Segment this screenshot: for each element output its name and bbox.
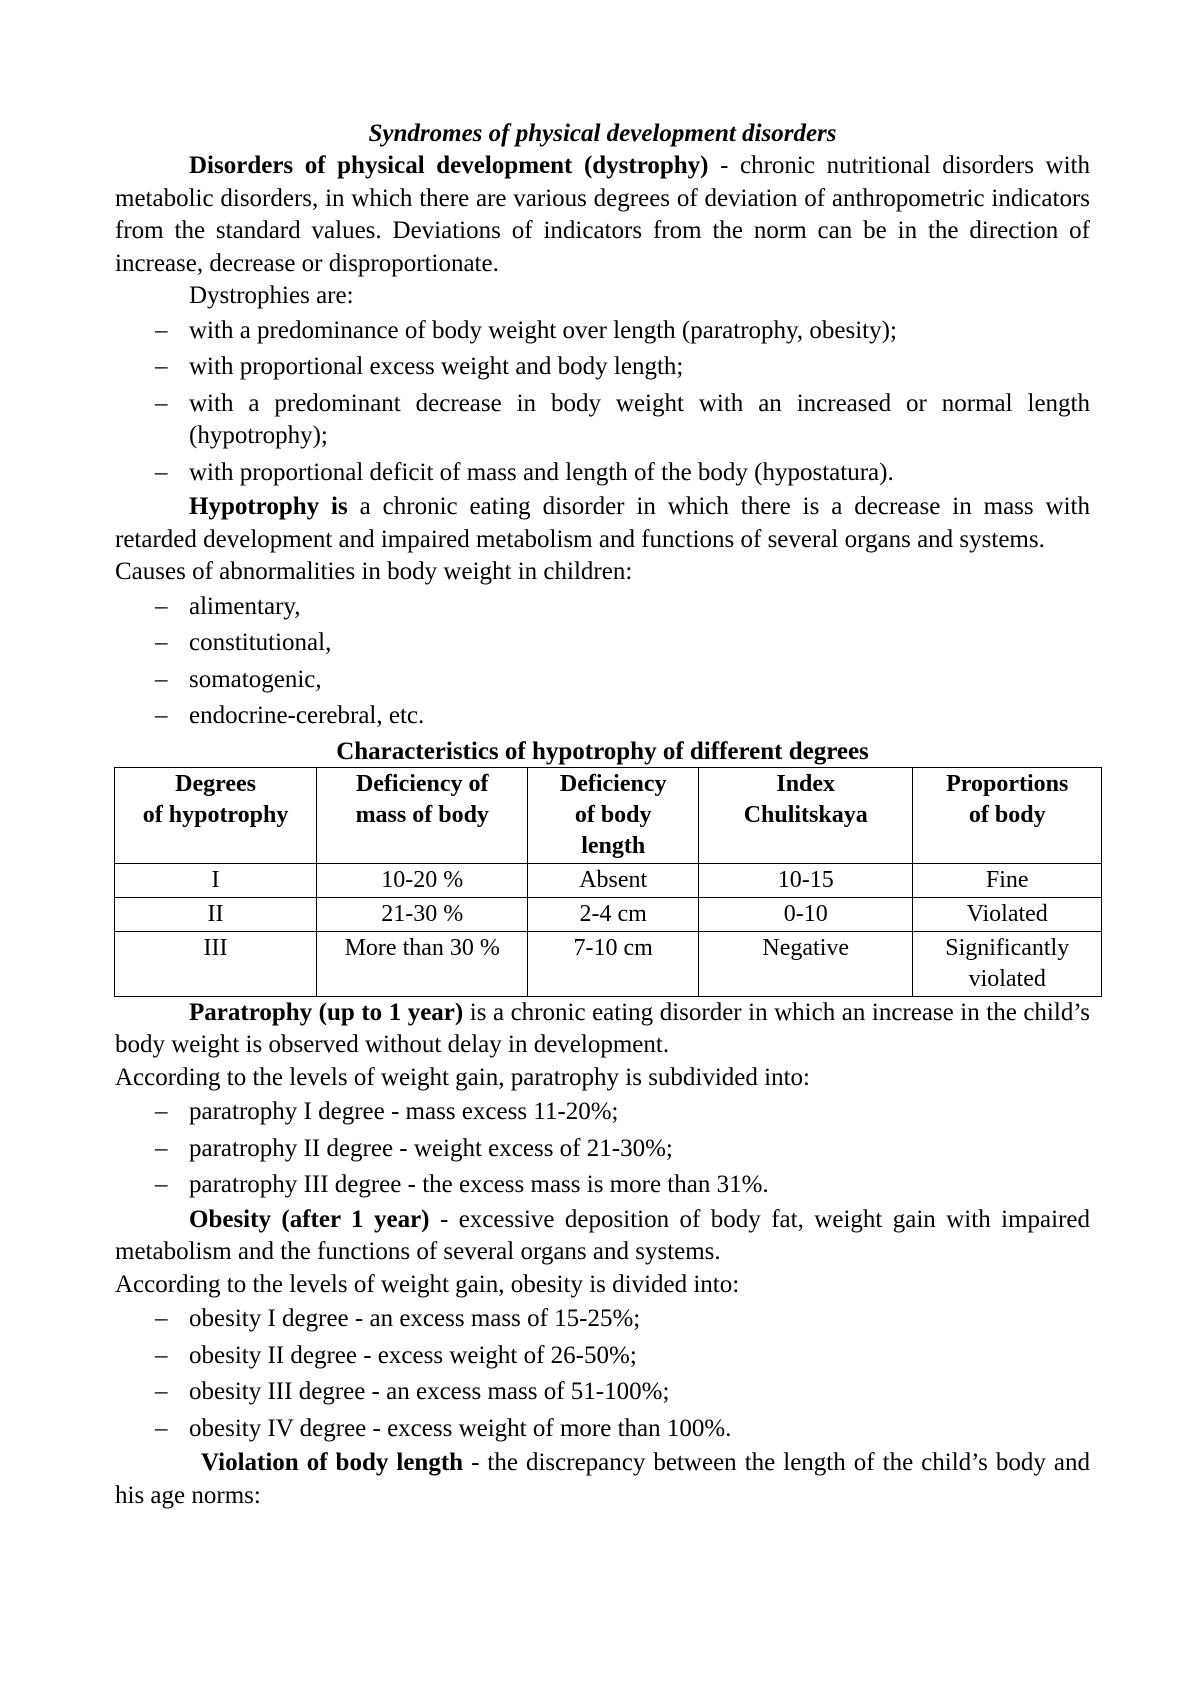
dash-bullet: – [155,665,168,693]
list-item: – obesity III degree - an excess mass of 51-100%; [115,1374,1090,1411]
table-cell: 0-10 [698,897,912,931]
table-caption: Characteristics of hypotrophy of different degrees [336,737,869,765]
paratrophy-text: is a chronic eating disorder in which an increase in the child’s body weight is observed without delay in development. [115,998,1090,1058]
dash-bullet: – [155,592,168,620]
table-cell: Absent [528,863,699,897]
table-cell: III [115,931,317,996]
paratrophy-paragraph [115,997,1090,1062]
table-cell: 2-4 cm [528,897,699,931]
intro-text: - chronic nutritional disorders with metabolic disorders, in which there are various degrees of deviation of anthropometric indicators from the standard values. Deviations of indicators from the norm can be in the direction of increase, decrease or disproportionate. [115,152,1090,277]
list-item: – endocrine-cerebral, etc. [115,698,1090,735]
dash-bullet: – [155,1378,168,1405]
causes-lead: Causes of abnormalities in body weight in children: [115,558,633,585]
dash-bullet: – [155,1414,168,1442]
page-title: Syndromes of physical development disorders [368,120,837,147]
violation-text: - the discrepancy between the length of the child’s body and his age norms: [115,1449,1090,1509]
obesity-paragraph [115,1204,1090,1269]
table-cell: 10-20 % [317,863,528,897]
header-cell-degrees: Degrees of hypotrophy [115,767,317,863]
header-cell-length-deficiency: Deficiency of body length [528,767,699,863]
list-item: – paratrophy I degree - mass excess 11-20%; [115,1094,1090,1131]
table-cell: Significantly violated [913,931,1102,996]
obesity-term: Obesity (after 1 year) [189,1205,430,1233]
list-item: – with proportional deficit of mass and length of the body (hypostatura). [115,455,1090,492]
header-cell-proportions: Proportions of body [913,767,1102,863]
list-item: – with a predominance of body weight over length (paratrophy, obesity); [115,313,1090,350]
table-cell: More than 30 % [317,931,528,996]
table-header-row [115,767,1102,863]
dash-bullet: – [155,316,168,344]
dash-bullet: – [155,702,168,729]
hypotrophy-term: Hypotrophy is [189,493,348,520]
dash-bullet: – [155,1341,168,1369]
table-row [115,897,1102,931]
table-cell: Negative [698,931,912,996]
table-cell: 21-30 % [317,897,528,931]
table-row [115,931,1102,996]
dash-bullet: – [155,1305,168,1332]
paratrophy-list [115,1094,1090,1204]
list-item: – paratrophy III degree - the excess mass is more than 31%. [115,1167,1090,1204]
obesity-list [115,1301,1090,1447]
list-item: – constitutional, [115,625,1090,662]
obesity-text: - excessive deposition of body fat, weight gain with impaired metabolism and the functions of several organs and systems. [115,1205,1090,1265]
paratrophy-lead: According to the levels of weight gain, paratrophy is subdivided into: [115,1063,810,1091]
header-cell-index: Index Chulitskaya [698,767,912,863]
violation-term: Violation of body length [201,1449,464,1476]
list-item: – paratrophy II degree - weight excess of 21-30%; [115,1131,1090,1168]
dash-bullet: – [155,389,168,417]
table-cell: II [115,897,317,931]
hypotrophy-text: a chronic eating disorder in which there is a decrease in mass with retarded development and impaired metabolism and functions of several organs and systems. [115,493,1090,553]
dash-bullet: – [155,1171,168,1198]
dash-bullet: – [155,458,168,486]
hypotrophy-table [114,767,1102,997]
violation-paragraph [115,1447,1090,1512]
dash-bullet: – [155,1134,168,1162]
causes-list [115,589,1090,735]
list-item: – obesity II degree - excess weight of 26-50%; [115,1338,1090,1375]
table-cell: I [115,863,317,897]
intro-paragraph [115,150,1090,280]
dystrophies-lead: Dystrophies are: [189,282,354,309]
list-item: – somatogenic, [115,662,1090,699]
table-cell: 10-15 [698,863,912,897]
header-cell-mass-deficiency: Deficiency of mass of body [317,767,528,863]
obesity-lead: According to the levels of weight gain, obesity is divided into: [115,1270,740,1298]
table-row [115,863,1102,897]
document-page [115,118,1090,1512]
dystrophies-list [115,313,1090,492]
dash-bullet: – [155,353,168,380]
table-cell: Fine [913,863,1102,897]
list-item: – with proportional excess weight and body length; [115,349,1090,386]
list-item: – alimentary, [115,589,1090,626]
list-item: – obesity I degree - an excess mass of 15-25%; [115,1301,1090,1338]
intro-term: Disorders of physical development (dystrophy) [189,152,709,179]
table-cell: Violated [913,897,1102,931]
list-item: – with a predominant decrease in body weight with an increased or normal length (hypotrophy); [155,389,1090,449]
list-item: – obesity IV degree - excess weight of more than 100%. [115,1411,1090,1448]
table-cell: 7-10 cm [528,931,699,996]
hypotrophy-paragraph [115,491,1090,556]
dash-bullet: – [155,1098,168,1125]
dash-bullet: – [155,629,168,656]
paratrophy-term: Paratrophy (up to 1 year) [189,998,464,1026]
